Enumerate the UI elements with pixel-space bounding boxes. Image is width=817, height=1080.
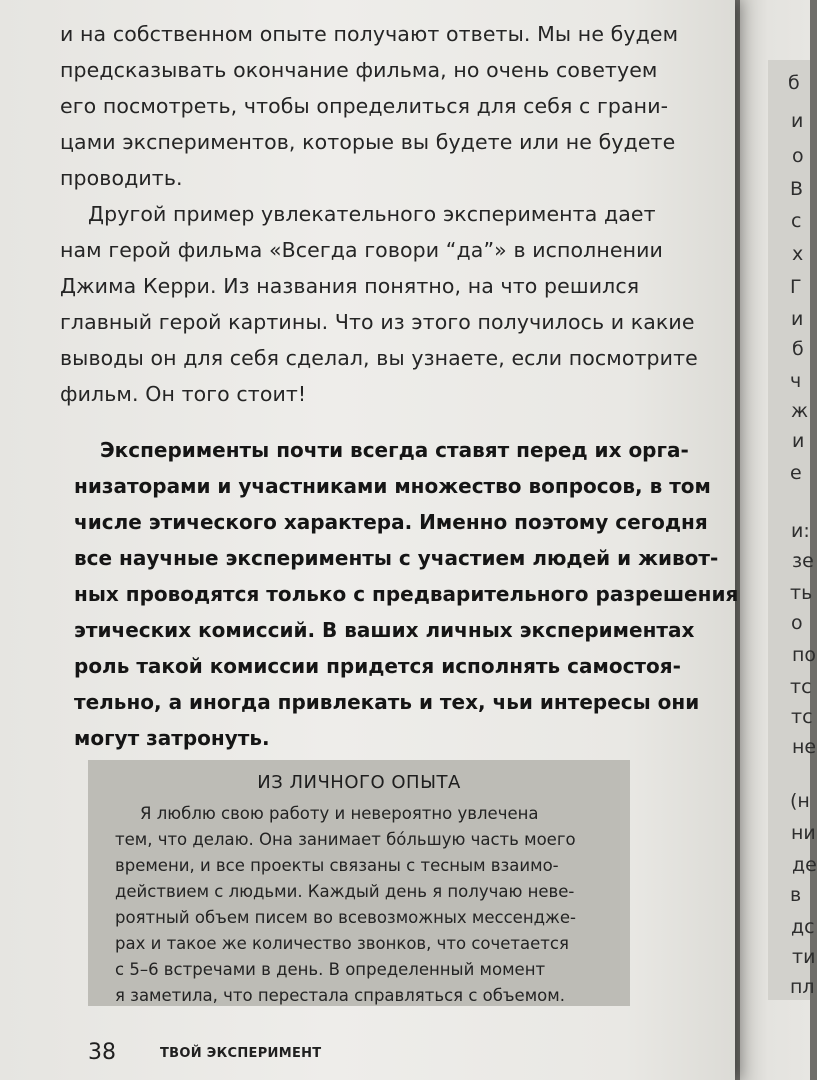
right-page	[740, 0, 817, 1080]
right-page-fragment: Г	[790, 276, 802, 298]
body-line: нам герой фильма «Всегда говори “да”» в исполнении	[60, 238, 663, 262]
aside-line: времени, и все проекты связаны с тесным взаимо-	[115, 856, 559, 875]
bold-line: этических комиссий. В ваших личных экспериментах	[74, 618, 695, 642]
bold-line: тельно, а иногда привлекать и тех, чьи интересы они	[74, 690, 700, 714]
right-page-fragment: ть	[790, 582, 813, 604]
right-page-fragment: ни	[791, 822, 816, 844]
bold-line: роль такой комиссии придется исполнять самостоя-	[74, 654, 681, 678]
body-line: фильм. Он того стоит!	[60, 382, 307, 406]
right-page-fragment: и	[792, 430, 805, 452]
right-page-fragment: В	[790, 178, 804, 200]
right-page-fragment: тс	[790, 676, 812, 698]
right-page-fragment: и	[791, 110, 804, 132]
right-page-fragment: пл	[790, 976, 815, 998]
right-page-fragment: не	[792, 736, 817, 758]
body-line: Джима Керри. Из названия понятно, на что решился	[60, 274, 640, 298]
page-number: 38	[88, 1040, 116, 1065]
aside-line: с 5–6 встречами в день. В определенный момент	[115, 960, 546, 979]
right-page-fragment: ти	[792, 946, 816, 968]
aside-line: действием с людьми. Каждый день я получаю неве-	[115, 882, 575, 901]
right-page-fragment: ж	[791, 400, 809, 422]
body-line: проводить.	[60, 166, 183, 190]
body-line: его посмотреть, чтобы определиться для себя с грани-	[60, 94, 669, 118]
right-page-fragment: о	[791, 612, 803, 634]
bold-line: все научные эксперименты с участием людей и живот-	[74, 546, 719, 570]
aside-line: роятный объем писем во всевозможных мессендже-	[115, 908, 576, 927]
right-page-fragment: б	[792, 338, 804, 360]
body-line: выводы он для себя сделал, вы узнаете, если посмотрите	[60, 346, 698, 370]
right-page-fragment: б	[788, 72, 800, 94]
body-line: Другой пример увлекательного эксперимента дает	[88, 202, 656, 226]
running-title: ТВОЙ ЭКСПЕРИМЕНТ	[160, 1046, 322, 1061]
aside-line: рах и такое же количество звонков, что сочетается	[115, 934, 569, 953]
bold-line: могут затронуть.	[74, 726, 270, 750]
right-page-fragment: по	[792, 644, 817, 666]
right-page-fragment: х	[792, 243, 804, 265]
right-page-fragment: в	[790, 884, 802, 906]
right-page-fragment: с	[791, 210, 802, 232]
right-page-fragment: и	[791, 308, 804, 330]
right-page-fragment: дс	[791, 916, 815, 938]
right-page-fragment: де	[792, 854, 817, 876]
aside-line: Я люблю свою работу и невероятно увлечена	[140, 804, 539, 823]
aside-line: я заметила, что перестала справляться с объемом.	[115, 986, 565, 1005]
bold-line: низаторами и участниками множество вопросов, в том	[74, 474, 711, 498]
bold-line: ных проводятся только с предварительного разрешения	[74, 582, 739, 606]
body-line: главный герой картины. Что из этого получилось и какие	[60, 310, 695, 334]
right-page-fragment: е	[790, 462, 802, 484]
bold-line: Эксперименты почти всегда ставят перед их орга-	[100, 438, 689, 462]
body-line: и на собственном опыте получают ответы. Мы не будем	[60, 22, 679, 46]
right-page-fragment: тс	[791, 706, 813, 728]
right-page-fragment: (н	[790, 790, 810, 812]
right-page-fragment: и:	[791, 520, 810, 542]
aside-line: тем, что делаю. Она занимает бóльшую часть моего	[115, 830, 576, 849]
body-line: цами экспериментов, которые вы будете или не будете	[60, 130, 676, 154]
right-page-fragment: ч	[790, 370, 802, 392]
right-page-fragment: зе	[792, 550, 814, 572]
aside-title: ИЗ ЛИЧНОГО ОПЫТА	[257, 772, 461, 793]
bold-line: числе этического характера. Именно поэтому сегодня	[74, 510, 708, 534]
body-line: предсказывать окончание фильма, но очень советуем	[60, 58, 658, 82]
right-page-fragment: о	[792, 145, 804, 167]
